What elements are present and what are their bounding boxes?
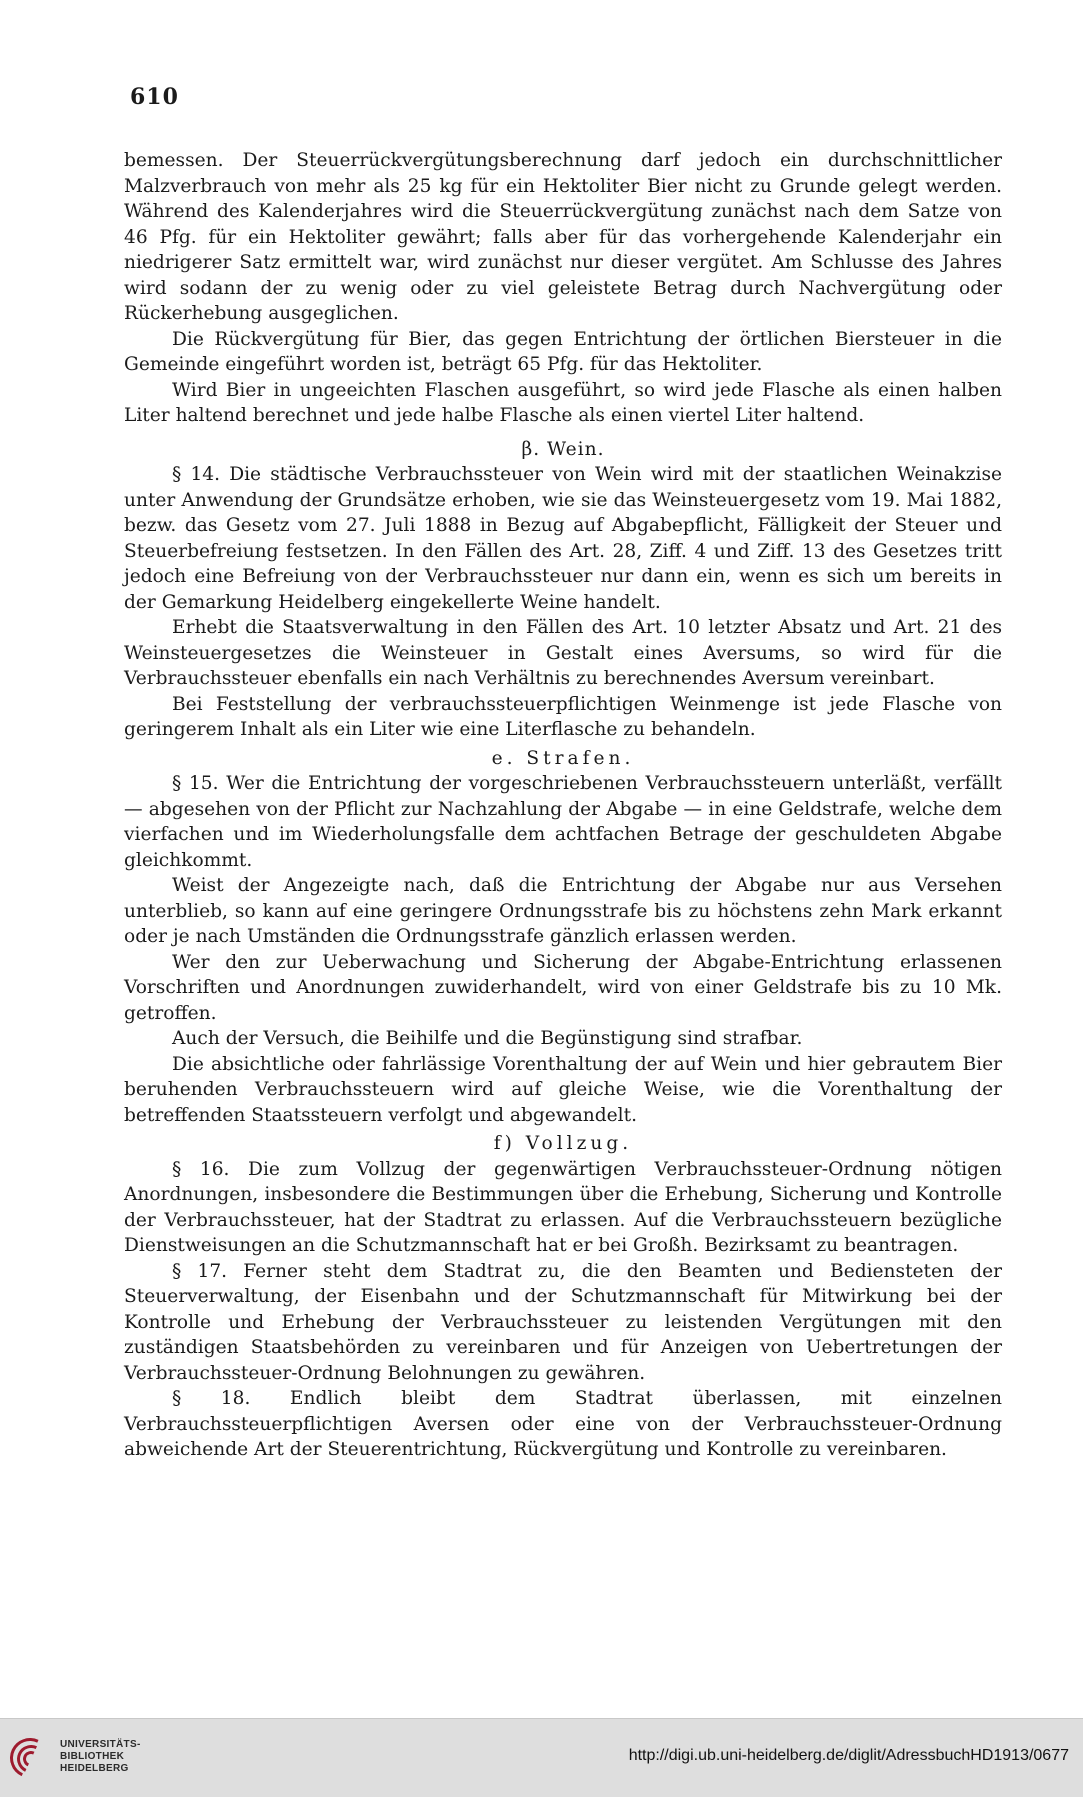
paragraph: bemessen. Der Steuerrückvergütungsberechnung darf jedoch ein durchschnittlicher Malzverbrauch von mehr als 25 kg für ein Hektoliter Bier nicht zu Grunde gelegt werden. Während des Kalenderjahres wird die Steuerrückvergütung zunächst nach dem Satze von 46 Pfg. für ein Hektoliter gewährt; falls aber für das vorhergehende Kalenderjahr ein niedrigerer Satz ermittelt war, wird zunächst nur dieser vergütet. Am Schlusse des Jahres wird sodann der zu wenig oder zu viel geleistete Betrag durch Nachvergütung oder Rückerhebung ausgeglichen. [124,150,1002,324]
section-heading: f) Vollzug. [493,1133,633,1154]
section-heading: β. Wein. [521,438,605,460]
paragraph: Bei Feststellung der verbrauchssteuerpflichtigen Weinmenge ist jede Flasche von geringerem Inhalt als ein Liter wie eine Literflasche zu behandeln. [124,693,1002,740]
paragraph: Auch der Versuch, die Beihilfe und die Begünstigung sind strafbar. [172,1028,803,1049]
library-logo[interactable] [10,1736,141,1778]
page-number: 610 [130,84,179,110]
ub-heidelberg-logo-icon [10,1736,52,1778]
paragraph: § 18. Endlich bleibt dem Stadtrat überlassen, mit einzelnen Verbrauchssteuerpflichtigen Aversen oder eine von der Verbrauchssteuer-Ordnung abweichende Art der Steuerentrichtung, Rückvergütung und Kontrolle zu vereinbaren. [124,1388,1002,1460]
viewer-footer [0,1718,1083,1797]
paragraph: Die Rückvergütung für Bier, das gegen Entrichtung der örtlichen Biersteuer in die Gemeinde eingeführt worden ist, beträgt 65 Pfg. für das Hektoliter. [124,328,1002,375]
body-text [124,148,1002,1463]
logo-line: HEIDELBERG [60,1763,129,1774]
paragraph: Die absichtliche oder fahrlässige Vorenthaltung der auf Wein und hier gebrautem Bier beruhenden Verbrauchssteuern wird auf gleiche Weise, wie die Vorenthaltung der betreffenden Staatssteuern verfolgt und abgewandelt. [124,1053,1002,1126]
logo-line: BIBLIOTHEK [60,1751,125,1762]
paragraph: § 17. Ferner steht dem Stadtrat zu, die den Beamten und Bediensteten der Steuerverwaltung, der Eisenbahn und der Schutzmannschaft für Mitwirkung bei der Kontrolle und Erhebung der Verbrauchssteuer zu leistenden Vergütungen mit den zuständigen Staatsbehörden zu vereinbaren und für Anzeigen von Uebertretungen der Verbrauchssteuer-Ordnung Belohnungen zu gewähren. [124,1260,1002,1384]
paragraph: Erhebt die Staatsverwaltung in den Fällen des Art. 10 letzter Absatz und Art. 21 des Weinsteuergesetzes die Weinsteuer in Gestalt eines Aversums, so wird für die Verbrauchssteuer ebenfalls ein nach Verhältnis zu berechnendes Aversum vereinbart. [124,617,1002,689]
paragraph: § 15. Wer die Entrichtung der vorgeschriebenen Verbrauchssteuern unterläßt, verfällt — abgesehen von der Pflicht zur Nachzahlung der Abgabe — in eine Geldstrafe, welche dem vierfachen und im Wiederholungsfalle dem achtfachen Betrage der geschuldeten Abgabe gleichkommt. [124,773,1002,871]
paragraph: Wer den zur Ueberwachung und Sicherung der Abgabe-Entrichtung erlassenen Vorschriften und Anordnungen zuwiderhandelt, wird von einer Geldstrafe bis zu 10 Mk. getroffen. [124,951,1002,1024]
paragraph: § 16. Die zum Vollzug der gegenwärtigen Verbrauchssteuer-Ordnung nötigen Anordnungen, insbesondere die Bestimmungen über die Erhebung, Sicherung und Kontrolle der Verbrauchssteuer, hat der Stadtrat zu erlassen. Auf die Verbrauchssteuern bezügliche Dienstweisungen an die Schutzmannschaft hat er bei Großh. Bezirksamt zu beantragen. [124,1158,1002,1256]
permalink-url[interactable]: http://digi.ub.uni-heidelberg.de/diglit/AdressbuchHD1913/0677 [628,1747,1069,1764]
section-heading: e. Strafen. [491,747,635,769]
paragraph: § 14. Die städtische Verbrauchssteuer von Wein wird mit der staatlichen Weinakzise unter Anwendung der Grundsätze erhoben, wie sie das Weinsteuergesetz vom 19. Mai 1882, bezw. das Gesetz vom 27. Juli 1888 in Bezug auf Abgabepflicht, Fälligkeit der Steuer und Steuerbefreiung festsetzen. In den Fällen des Art. 28, Ziff. 4 und Ziff. 13 des Gesetzes tritt jedoch eine Befreiung von der Verbrauchssteuer nur dann ein, wenn es sich um bereits in der Gemarkung Heidelberg eingekellerte Weine handelt. [124,464,1002,613]
logo-line: UNIVERSITÄTS- [60,1739,141,1750]
paragraph: Weist der Angezeigte nach, daß die Entrichtung der Abgabe nur aus Versehen unterblieb, so kann auf eine geringere Ordnungsstrafe bis zu höchstens zehn Mark erkannt oder je nach Umständen die Ordnungsstrafe gänzlich erlassen werden. [124,875,1002,947]
library-logo-text [60,1739,141,1775]
paragraph: Wird Bier in ungeeichten Flaschen ausgeführt, so wird jede Flasche als einen halben Liter haltend berechnet und jede halbe Flasche als einen viertel Liter haltend. [124,379,1002,426]
